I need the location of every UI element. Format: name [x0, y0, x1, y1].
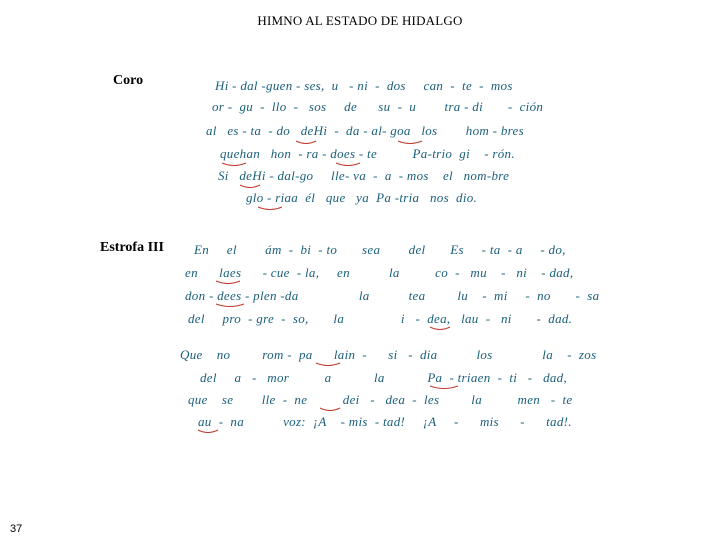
tie-mark [216, 304, 244, 307]
verse-line: don - dees - plen -da la tea lu - mi - no - sa [185, 288, 600, 303]
tie-mark [398, 141, 422, 144]
tie-mark [258, 207, 282, 210]
chorus-line: quehan hon - ra - does - te Pa-trio gi - rón. [220, 146, 515, 161]
verse-line: au - na voz: ¡A - mis - tad! ¡A - mis - tad!. [198, 414, 572, 429]
verse-line: del pro - gre - so, la i - dea, lau - ni - dad. [188, 311, 573, 326]
chorus-line: al es - ta - do deHi - da - al- goa los hom - bres [206, 123, 524, 138]
chorus-line: or - gu - llo - sos de su - u tra - di - ción [212, 99, 544, 114]
tie-mark [296, 141, 316, 144]
verse-line: del a - mor a la Pa - triaen - ti - dad, [200, 370, 568, 385]
tie-mark [216, 281, 240, 284]
verse-label: Estrofa III [100, 240, 164, 255]
tie-mark [320, 408, 340, 411]
chorus-line: glo - riaa él que ya Pa -tria nos dio. [246, 190, 478, 205]
tie-mark [222, 163, 246, 166]
verse-line: En el ám - bi - to sea del Es - ta - a - do, [194, 242, 566, 257]
page-number: 37 [10, 523, 23, 535]
chorus-line: Hi - dal -guen - ses, u - ni - dos can - te - mos [215, 78, 513, 93]
tie-mark [430, 327, 450, 330]
verse-line: en laes - cue - la, en la co - mu - ni - dad, [185, 265, 574, 280]
tie-mark [198, 430, 218, 433]
verse-line: que se lle - ne dei - dea - les la men - te [188, 392, 573, 407]
verse-line: Que no rom - pa lain - si - dia los la - zos [180, 347, 597, 362]
tie-mark [336, 163, 360, 166]
tie-mark [240, 185, 260, 188]
page-title: HIMNO AL ESTADO DE HIDALGO [257, 13, 463, 28]
chorus-line: Si deHi - dal-go lle- va - a - mos el nom-bre [218, 168, 510, 183]
chorus-label: Coro [113, 73, 144, 88]
tie-mark [430, 386, 458, 389]
tie-mark [316, 363, 340, 366]
